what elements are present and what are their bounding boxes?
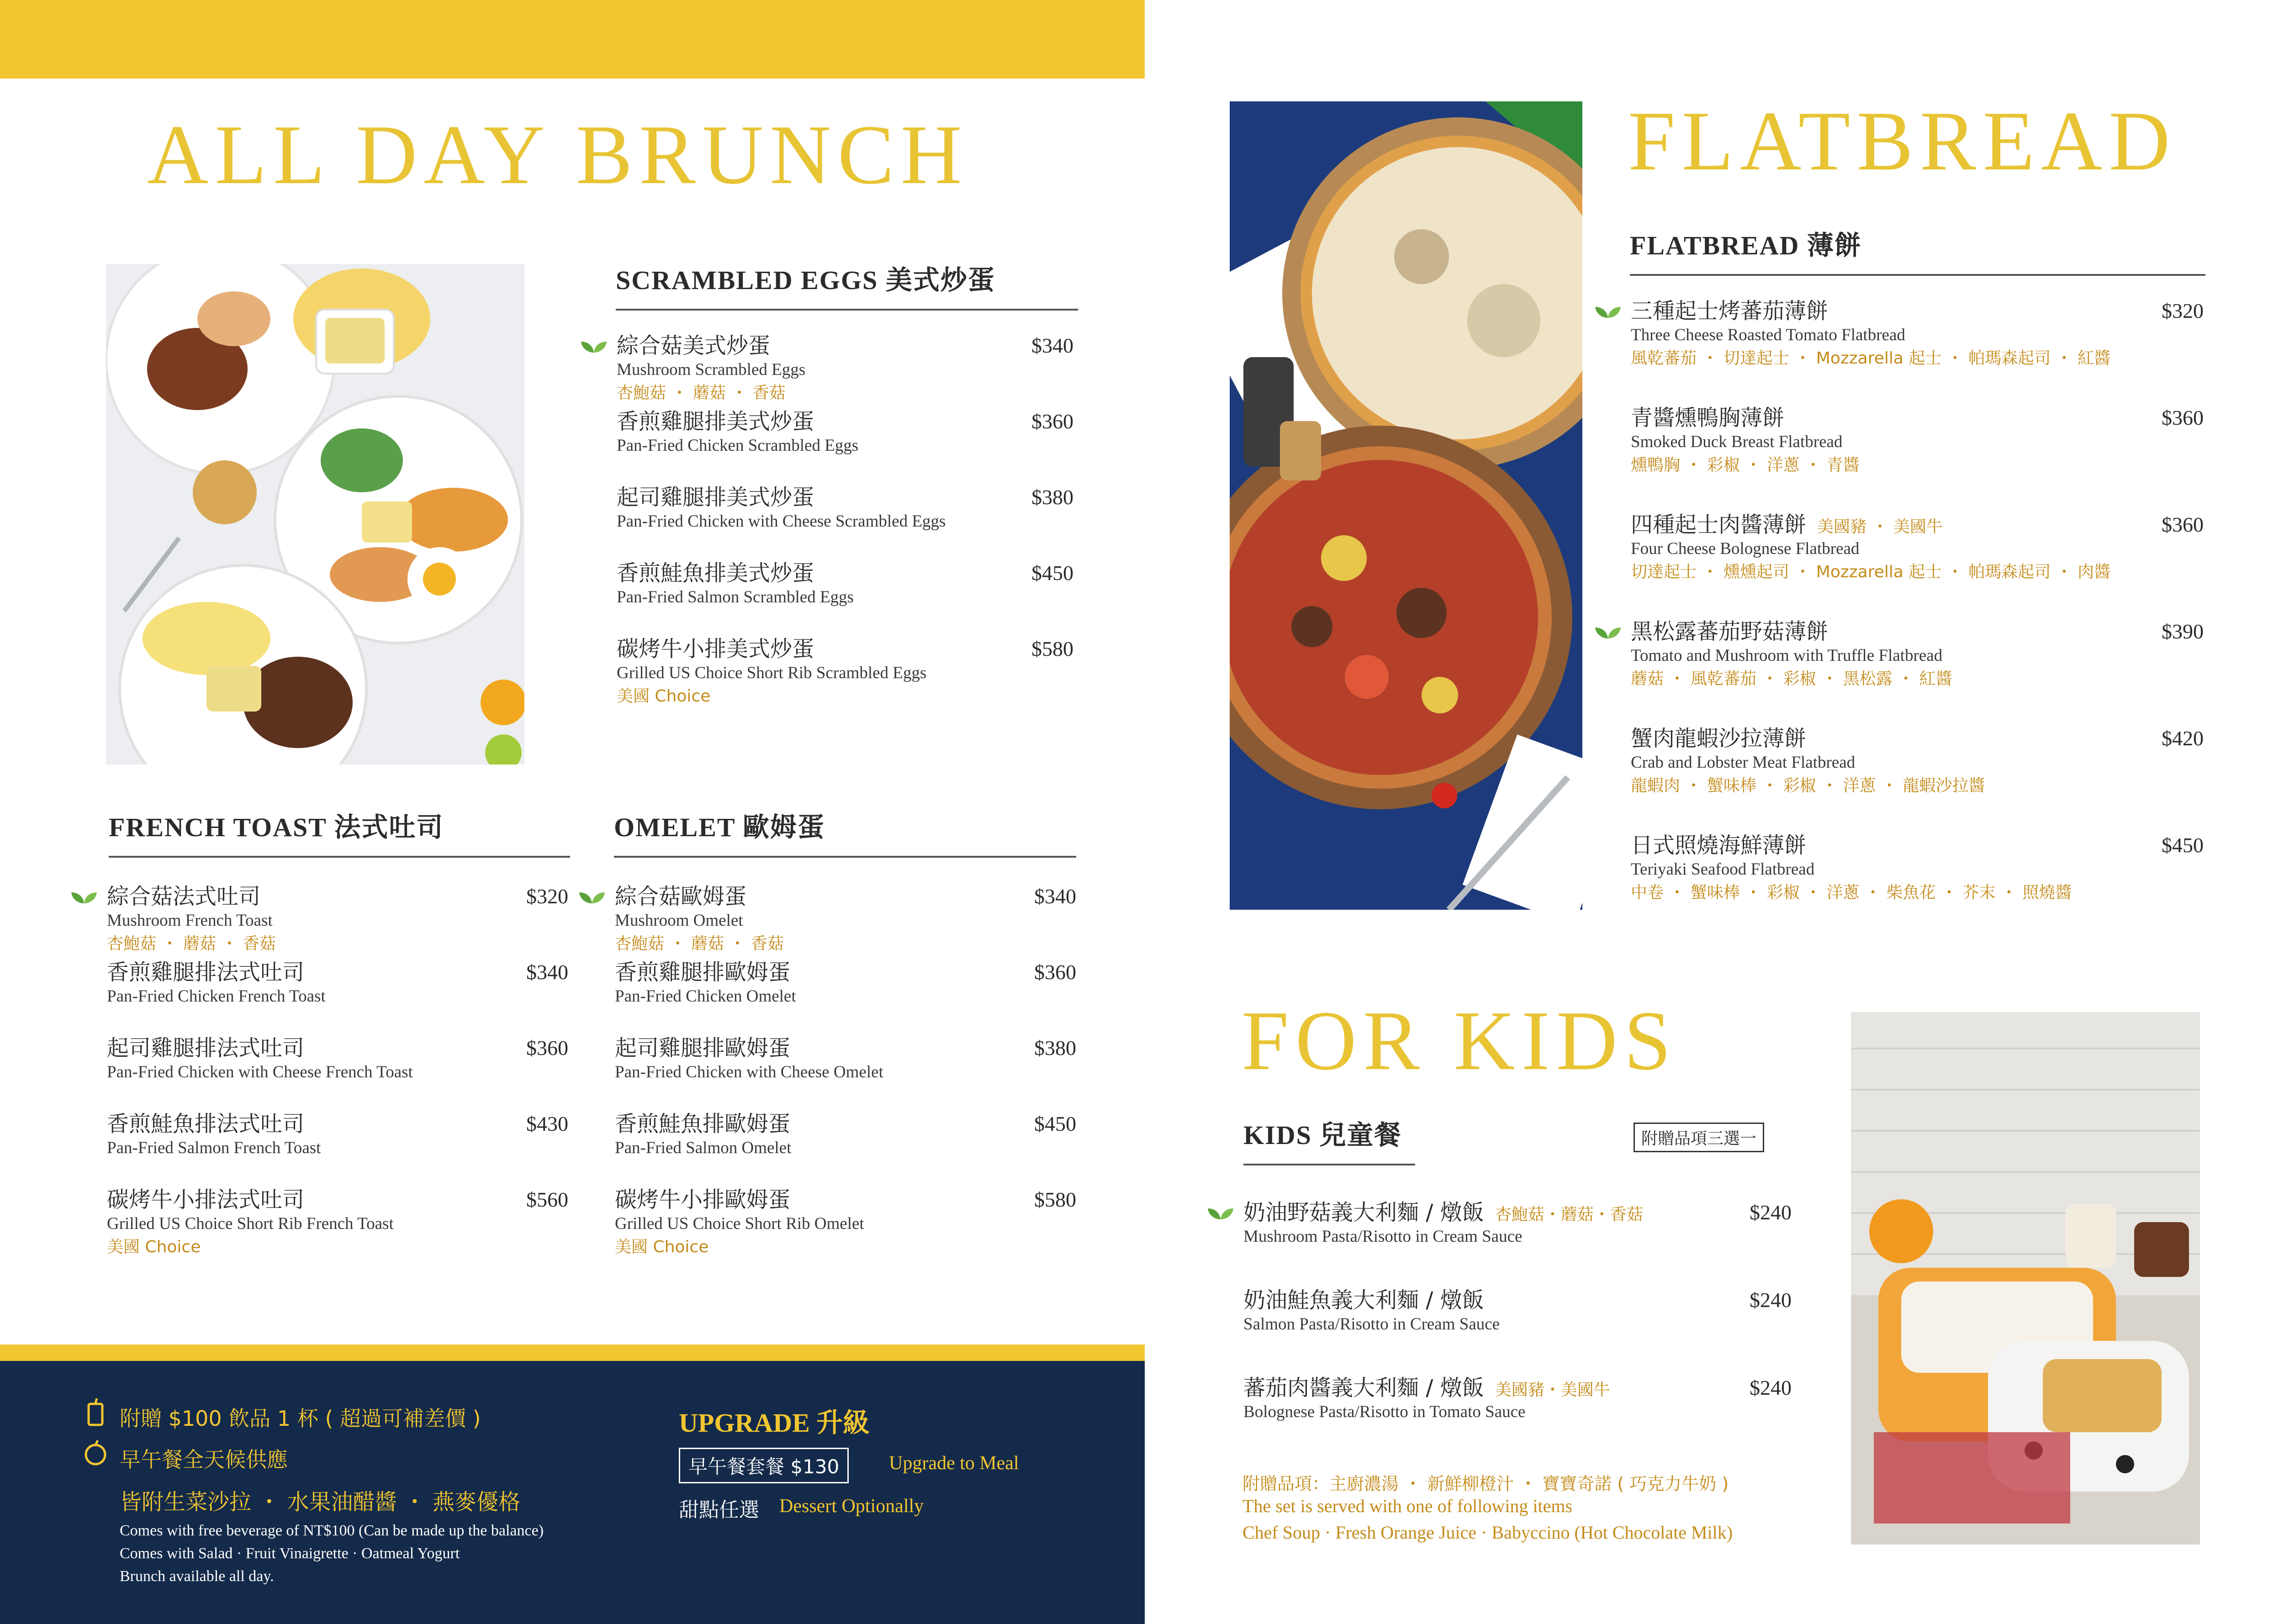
menu-item [1631,833,2204,904]
item-ingredients: 美國 Choice [107,1238,201,1257]
item-name-en: Pan-Fried Chicken with Cheese French Toast [107,1063,413,1082]
kids-note-en2: Chef Soup · Fresh Orange Juice · Babyccino (Hot Chocolate Milk) [1242,1522,1733,1543]
item-price: $240 [1750,1376,1792,1399]
menu-item [615,1036,1076,1083]
item-name-zh-text: 三種起士烤蕃茄薄餅 [1631,298,1829,324]
item-ingredients: 杏鮑菇 ・ 蘑菇 ・ 香菇 [107,934,276,954]
item-name-en: Teriyaki Seafood Flatbread [1631,860,1815,879]
item-name-zh-text: 日式照燒海鮮薄餅 [1631,833,1807,858]
vegetarian-leaf-icon [580,339,608,354]
item-price: $340 [526,960,568,984]
item-ingredients: 燻鴨胸 ・ 彩椒 ・ 洋蔥 ・ 青醬 [1631,456,1860,475]
item-price: $360 [526,1036,568,1060]
vegetarian-leaf-icon [1594,625,1622,640]
item-name-en: Mushroom Omelet [615,911,743,930]
menu-item [615,884,1076,955]
flatbread-heading: FLATBREAD 薄餅 [1630,224,2205,276]
item-name-zh-text: 綜合菇歐姆蛋 [615,884,747,909]
item-ingredients: 杏鮑菇 ・ 蘑菇 ・ 香菇 [615,934,784,954]
item-name-zh [1631,619,2204,644]
item-name-zh-text: 起司雞腿排法式吐司 [107,1035,305,1061]
item-name-zh-text: 碳烤牛小排美式炒蛋 [617,636,814,662]
menu-item [617,561,1073,608]
item-name-zh [615,960,1076,985]
item-name-zh-text: 香煎鮭魚排法式吐司 [107,1111,305,1137]
item-name-zh-text: 蟹肉龍蝦沙拉薄餅 [1631,726,1807,751]
menu-item [1631,406,2204,477]
item-price: $360 [1034,960,1076,984]
menu-item [615,960,1076,1007]
item-price: $360 [2162,513,2204,536]
item-ingredients: 美國 Choice [615,1238,709,1257]
item-price: $340 [1034,885,1076,908]
item-name-zh-text: 香煎雞腿排法式吐司 [107,960,305,985]
menu-item [1243,1288,1792,1335]
item-price: $340 [1031,334,1073,357]
menu-item [107,1112,568,1159]
menu-item [1631,619,2204,691]
menu-item [1631,512,2204,584]
item-name-en: Mushroom Pasta/Risotto in Cream Sauce [1243,1227,1523,1246]
item-name-zh [1631,512,2204,538]
item-name-zh [617,485,1073,510]
item-name-zh [1243,1376,1792,1401]
item-ingredients: 杏鮑菇 ・ 蘑菇 ・ 香菇 [617,384,786,403]
item-name-zh-text: 綜合菇美式炒蛋 [617,333,771,359]
item-name-zh [107,1036,568,1061]
footer-beverage-zh: 附贈 $100 飲品 1 杯 ( 超過可補差價 ) [120,1406,481,1431]
item-name-zh-text: 香煎鮭魚排美式炒蛋 [617,560,814,586]
item-price: $360 [1031,410,1073,433]
dessert-en: Dessert Optionally [779,1496,924,1517]
kids-note-en1: The set is served with one of following items [1242,1496,1573,1516]
item-name-zh [1631,833,2204,858]
item-name-zh-text: 奶油野菇義大利麵 / 燉飯 [1243,1200,1484,1225]
kids-title: FOR KIDS [1242,994,1678,1088]
item-origin-tag: 美國豬・美國牛 [1495,1381,1610,1399]
item-price: $380 [1031,485,1073,509]
item-name-zh [1631,726,2204,751]
item-name-zh [617,637,1073,662]
item-name-zh [107,884,568,909]
item-name-en: Grilled US Choice Short Rib Scrambled Eggs [617,664,927,683]
item-ingredients: 美國 Choice [617,687,711,706]
footer-allday-zh: 早午餐全天候供應 [120,1447,288,1472]
menu-item [617,333,1073,405]
kids-photo [1851,1012,2200,1545]
item-name-zh [1631,406,2204,431]
item-name-zh-text: 香煎雞腿排美式炒蛋 [617,409,814,434]
item-ingredients: 風乾蕃茄 ・ 切達起士 ・ Mozzarella 起士 ・ 帕瑪森起司 ・ 紅醬 [1631,349,2111,368]
item-price: $360 [2162,406,2204,429]
footer-yellow-stripe [0,1345,1145,1361]
item-price: $240 [1750,1201,1792,1224]
dessert-zh: 甜點任選 [679,1498,759,1522]
menu-item [617,485,1073,532]
item-name-en: Pan-Fried Salmon Scrambled Eggs [617,588,854,607]
flatbread-photo [1230,101,1582,910]
item-price: $580 [1031,637,1073,660]
item-ingredients: 中卷 ・ 蟹味棒 ・ 彩椒 ・ 洋蔥 ・ 柴魚花 ・ 芥末 ・ 照燒醬 [1631,883,2072,902]
item-name-zh-text: 香煎鮭魚排歐姆蛋 [615,1111,791,1137]
flatbread-title: FLATBREAD [1628,94,2177,188]
item-name-en: Mushroom Scrambled Eggs [617,360,806,380]
item-price: $450 [1034,1112,1076,1135]
item-name-zh-text: 香煎雞腿排歐姆蛋 [615,960,791,985]
vegetarian-leaf-icon [1207,1206,1234,1221]
item-price: $320 [526,885,568,908]
item-ingredients: 切達起士 ・ 燻燻起司 ・ Mozzarella 起士 ・ 帕瑪森起司 ・ 肉醬 [1631,563,2111,582]
footer-includes-zh: 皆附生菜沙拉 ・ 水果油醋醬 ・ 燕麥優格 [120,1489,521,1515]
item-name-en: Grilled US Choice Short Rib French Toast [107,1214,394,1234]
item-name-en: Pan-Fried Chicken with Cheese Scrambled Eggs [617,512,946,531]
item-name-en: Salmon Pasta/Risotto in Cream Sauce [1243,1315,1500,1334]
menu-item [615,1187,1076,1259]
upgrade-title: UPGRADE 升級 [679,1408,870,1438]
item-name-en: Bolognese Pasta/Risotto in Tomato Sauce [1243,1403,1526,1422]
menu-item [1243,1376,1792,1423]
item-price: $420 [2162,727,2204,750]
item-name-zh [615,1036,1076,1061]
item-price: $390 [2162,620,2204,643]
item-origin-tag: 杏鮑菇・蘑菇・香菇 [1495,1205,1643,1224]
item-name-zh [615,884,1076,909]
item-name-en: Pan-Fried Chicken Omelet [615,987,796,1006]
item-price: $430 [526,1112,568,1135]
top-yellow-bar [0,0,1145,79]
item-name-zh [617,409,1073,434]
scrambled-eggs-heading: SCRAMBLED EGGS 美式炒蛋 [616,258,1078,311]
brunch-title: ALL DAY BRUNCH [147,108,968,202]
item-name-zh [615,1112,1076,1137]
item-name-zh [107,1112,568,1137]
menu-item [617,409,1073,456]
item-name-en: Crab and Lobster Meat Flatbread [1631,753,1856,772]
item-name-en: Three Cheese Roasted Tomato Flatbread [1631,326,1905,345]
menu-item [1243,1200,1792,1247]
footer-en-1: Comes with free beverage of NT$100 (Can be made up the balance) [120,1522,544,1539]
menu-item [617,637,1073,708]
kids-note-zh: 附贈品項：主廚濃湯 ・ 新鮮柳橙汁 ・ 寶寶奇諾 ( 巧克力牛奶 ) [1242,1474,1729,1494]
item-name-zh [1243,1200,1792,1225]
item-name-zh [107,960,568,985]
menu-item [107,1187,568,1259]
item-price: $380 [1034,1036,1076,1060]
item-name-zh [617,561,1073,586]
brunch-photo [106,264,524,765]
item-name-zh-text: 起司雞腿排歐姆蛋 [615,1035,791,1061]
item-ingredients: 龍蝦肉 ・ 蟹味棒 ・ 彩椒 ・ 洋蔥 ・ 龍蝦沙拉醬 [1631,776,1985,796]
menu-item [107,884,568,955]
french-toast-heading: FRENCH TOAST 法式吐司 [109,806,570,858]
footer-en-2: Comes with Salad · Fruit Vinaigrette · Oatmeal Yogurt [120,1545,460,1562]
item-name-zh-text: 碳烤牛小排法式吐司 [107,1187,305,1213]
upgrade-meal-en: Upgrade to Meal [889,1453,1019,1474]
item-name-zh [1631,299,2204,324]
item-price: $450 [1031,561,1073,585]
item-name-zh [1243,1288,1792,1313]
item-price: $450 [2162,833,2204,857]
cup-icon [86,1397,105,1427]
item-name-zh-text: 四種起士肉醬薄餅 [1631,512,1807,538]
item-price: $320 [2162,299,2204,322]
item-name-en: Smoked Duck Breast Flatbread [1631,432,1843,452]
item-name-en: Tomato and Mushroom with Truffle Flatbread [1631,646,1943,665]
item-name-en: Pan-Fried Chicken with Cheese Omelet [615,1063,883,1082]
item-name-zh [107,1187,568,1213]
item-name-zh-text: 綜合菇法式吐司 [107,884,261,909]
item-name-en: Grilled US Choice Short Rib Omelet [615,1214,864,1234]
item-name-zh-text: 青醬燻鴨胸薄餅 [1631,405,1785,431]
item-name-en: Mushroom French Toast [107,911,273,930]
item-price: $580 [1034,1188,1076,1211]
item-name-zh-text: 起司雞腿排美式炒蛋 [617,485,814,510]
item-name-en: Pan-Fried Chicken French Toast [107,987,326,1006]
kids-choice-badge: 附贈品項三選一 [1634,1123,1764,1152]
footer-en-3: Brunch available all day. [120,1568,274,1585]
omelet-heading: OMELET 歐姆蛋 [614,806,1076,858]
item-name-zh-text: 奶油鮭魚義大利麵 / 燉飯 [1243,1287,1484,1313]
vegetarian-leaf-icon [1594,304,1622,320]
menu-item [1631,299,2204,370]
vegetarian-leaf-icon [70,890,98,905]
item-origin-tag: 美國豬 ・ 美國牛 [1817,517,1943,536]
item-ingredients: 蘑菇 ・ 風乾蕃茄 ・ 彩椒 ・ 黑松露 ・ 紅醬 [1631,670,1952,689]
item-name-en: Pan-Fried Salmon Omelet [615,1139,792,1158]
upgrade-meal-box: 早午餐套餐 $130 [679,1448,849,1483]
item-name-zh-text: 碳烤牛小排歐姆蛋 [615,1187,791,1213]
item-name-zh-text: 蕃茄肉醬義大利麵 / 燉飯 [1243,1375,1484,1401]
kids-heading: KIDS 兒童餐 [1243,1113,1415,1165]
item-price: $240 [1750,1288,1792,1312]
menu-item [107,960,568,1007]
menu-item [615,1112,1076,1159]
item-name-zh-text: 黑松露蕃茄野菇薄餅 [1631,619,1829,644]
item-name-en: Four Cheese Bolognese Flatbread [1631,539,1860,559]
vegetarian-leaf-icon [578,890,606,905]
menu-item [107,1036,568,1083]
apple-icon [82,1439,109,1466]
menu-item [1631,726,2204,797]
item-name-en: Pan-Fried Salmon French Toast [107,1139,321,1158]
item-name-zh [617,333,1073,359]
item-price: $560 [526,1188,568,1211]
item-name-en: Pan-Fried Chicken Scrambled Eggs [617,436,859,455]
item-name-zh [615,1187,1076,1213]
